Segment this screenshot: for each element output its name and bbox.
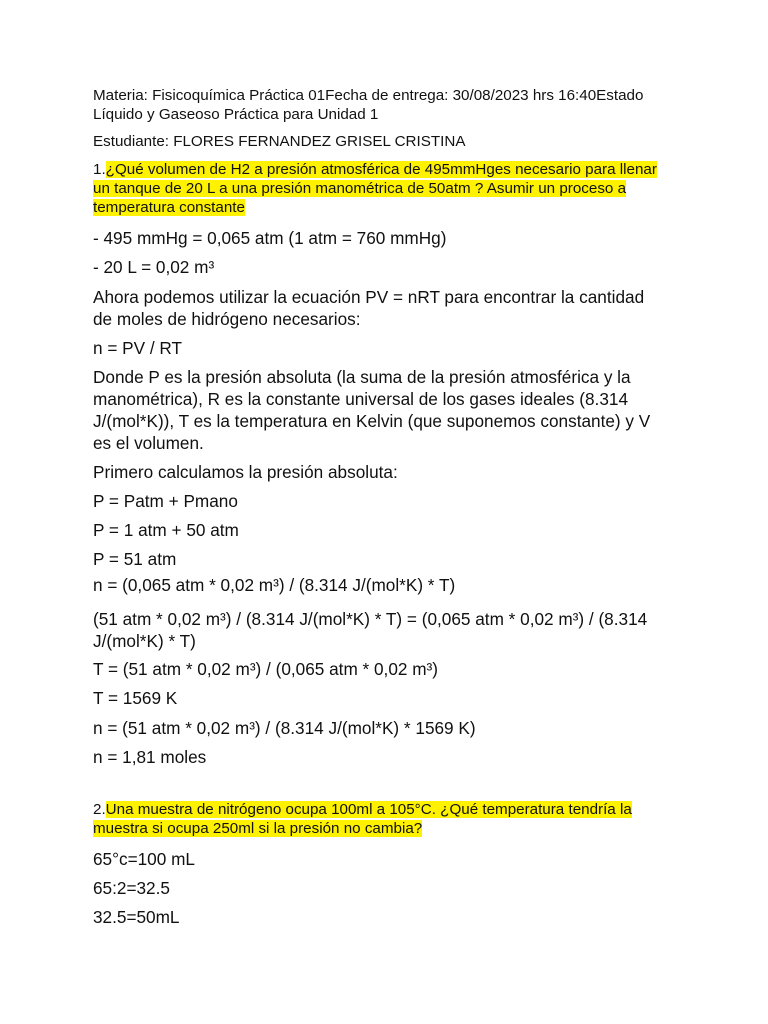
q2-answer-line: 65:2=32.5 — [93, 878, 170, 898]
header-line-2: Líquido y Gaseoso Práctica para Unidad 1 — [93, 106, 379, 123]
q1-answer-line: de moles de hidrógeno necesarios: — [93, 309, 361, 329]
q2-question-line-2 — [93, 819, 683, 838]
q1-number: 1. — [93, 161, 106, 178]
student-name: Estudiante: FLORES FERNANDEZ GRISEL CRISTINA — [93, 133, 466, 150]
q1-question-line-1 — [93, 160, 683, 179]
q1-answer-line: P = Patm + Pmano — [93, 491, 238, 511]
q1-answer-line: n = (0,065 atm * 0,02 m³) / (8.314 J/(mol*K) * T) — [93, 575, 456, 595]
q1-text-line-2: un tanque de 20 L a una presión manométrica de 50atm ? Asumir un proceso a — [93, 180, 627, 197]
q1-answer-line: es el volumen. — [93, 433, 204, 453]
q1-question-line-3 — [93, 198, 683, 217]
q2-question-line-1 — [93, 800, 683, 819]
q2-number: 2. — [93, 801, 106, 818]
q1-answer-line: - 495 mmHg = 0,065 atm (1 atm = 760 mmHg) — [93, 228, 447, 248]
q1-text-line-3: temperatura constante — [93, 199, 245, 216]
q1-answer-line: J/(mol*K)), T es la temperatura en Kelvin (que suponemos constante) y V — [93, 411, 651, 431]
q2-answer-line: 65°c=100 mL — [93, 849, 195, 869]
q1-answer-line: manométrica), R es la constante universal de los gases ideales (8.314 — [93, 389, 629, 409]
q1-question-line-2 — [93, 179, 683, 198]
q1-answer-line: n = 1,81 moles — [93, 747, 207, 767]
q1-answer-line: n = PV / RT — [93, 338, 183, 358]
q1-answer-line: P = 51 atm — [93, 549, 177, 569]
q1-answer-line: n = (51 atm * 0,02 m³) / (8.314 J/(mol*K) * 1569 K) — [93, 718, 476, 738]
q1-answer-line: T = (51 atm * 0,02 m³) / (0,065 atm * 0,02 m³) — [93, 659, 438, 679]
header-line-1: Materia: Fisicoquímica Práctica 01Fecha de entrega: 30/08/2023 hrs 16:40Estado — [93, 87, 644, 104]
q1-answer-line: Ahora podemos utilizar la ecuación PV = nRT para encontrar la cantidad — [93, 287, 645, 307]
q1-answer-line: Donde P es la presión absoluta (la suma de la presión atmosférica y la — [93, 367, 631, 387]
q1-text-line-1: ¿Qué volumen de H2 a presión atmosférica de 495mmHges necesario para llenar — [105, 161, 657, 178]
q1-answer-line: P = 1 atm + 50 atm — [93, 520, 239, 540]
q2-text-line-1: Una muestra de nitrógeno ocupa 100ml a 105°C. ¿Qué temperatura tendría la — [105, 801, 632, 818]
q2-text-line-2: muestra si ocupa 250ml si la presión no cambia? — [93, 820, 423, 837]
q1-answer-line: Primero calculamos la presión absoluta: — [93, 462, 398, 482]
q1-answer-line: J/(mol*K) * T) — [93, 631, 196, 651]
q1-answer-line: T = 1569 K — [93, 688, 178, 708]
q1-answer-line: - 20 L = 0,02 m³ — [93, 257, 215, 277]
q2-answer-line: 32.5=50mL — [93, 907, 180, 927]
q1-answer-line: (51 atm * 0,02 m³) / (8.314 J/(mol*K) * T) = (0,065 atm * 0,02 m³) / (8.314 — [93, 609, 648, 629]
